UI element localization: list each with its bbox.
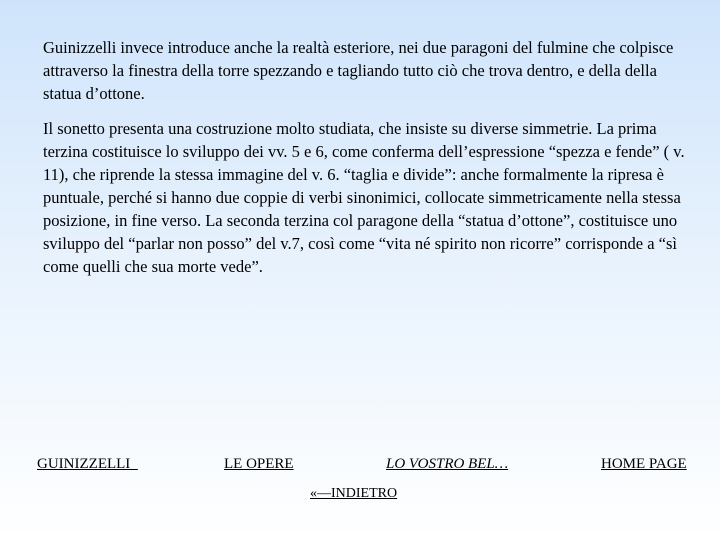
nav-link-lo-vostro-bel[interactable]: LO VOSTRO BEL… xyxy=(386,456,509,472)
nav-link-guinizzelli[interactable]: GUINIZZELLI xyxy=(37,456,138,472)
nav-link-indietro[interactable]: «—INDIETRO xyxy=(310,486,398,501)
paragraph-intro: Guinizzelli invece introduce anche la realtà esteriore, nei due paragoni del fulmine che colpisce attraverso la finestra della torre spezzando e tagliando tutto ciò che trova dentro, e della della statua d’ottone. xyxy=(43,38,674,103)
nav-link-le-opere[interactable]: LE OPERE xyxy=(224,456,294,472)
nav-link-home-page[interactable]: HOME PAGE xyxy=(601,456,687,472)
paragraph-analysis: Il sonetto presenta una costruzione molto studiata, che insiste su diverse simmetrie. La prima terzina costituisce lo sviluppo dei vv. 5 e 6, come conferma dell’espressione “spezza e fende” ( v. 11), che riprende la stessa immagine del v. 6. “taglia e divide”: anche formalmente la ripresa è puntuale, perché si hanno due coppie di verbi sinonimici, collocate simmetricamente nella stessa posizione, in fine verso. La seconda terzina col paragone della “statua d’ottone”, costituisce uno sviluppo del “parlar non posso” del v.7, così come “vita né spirito non ricorre” corrisponde a “sì come quelli che sua morte vede”. xyxy=(43,119,685,276)
